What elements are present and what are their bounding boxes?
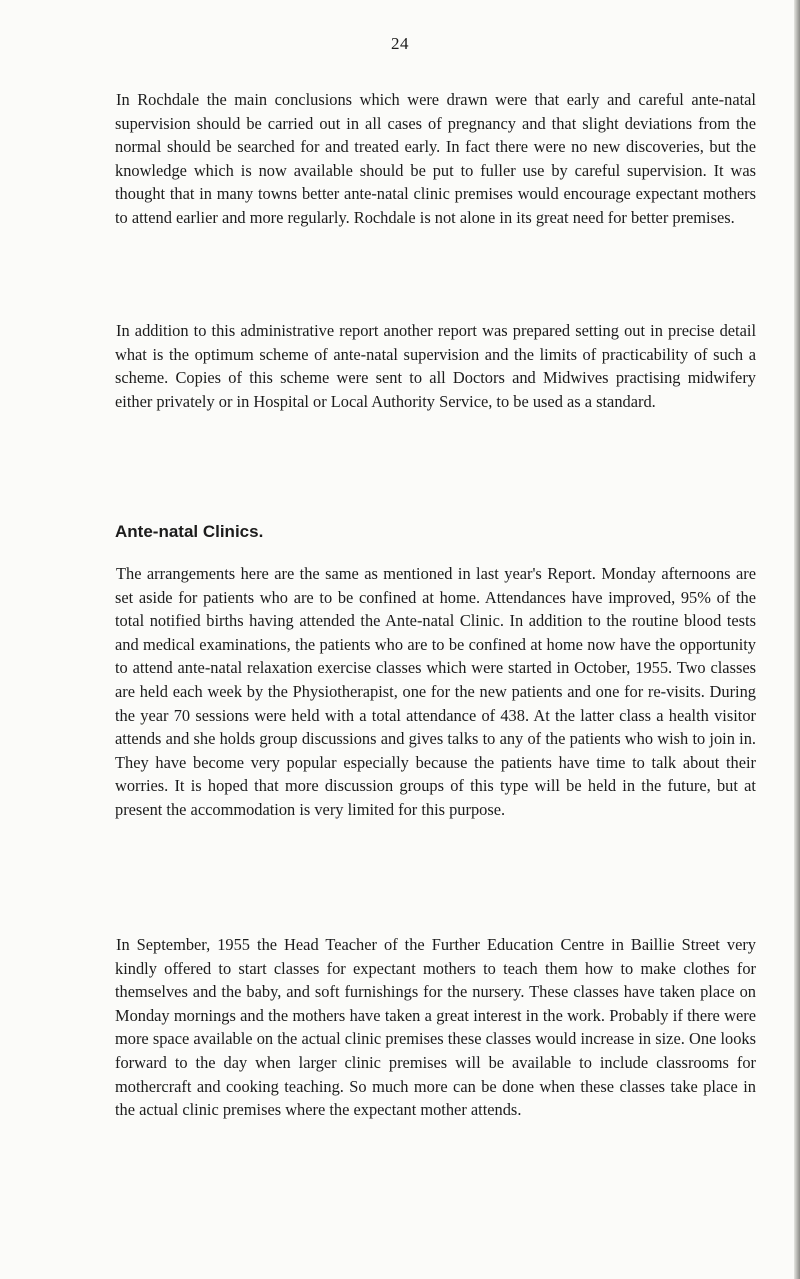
paragraph-arrangements: The arrangements here are the same as mentioned in last year's Report. Monday afternoons are set aside for patients who are to be confined at home. Attendances have improved, 95% of the total notified births having attended the Ante-natal Clinic. In addition to the routine blood tests and medical examinations, the patients who are to be confined at home now have the opportunity to attend ante-natal relaxation exercise classes which were started in October, 1955. Two classes are held each week by the Physiotherapist, one for the new patients and one for re-visits. During the year 70 sessions were held with a total attendance of 438. At the latter class a health visitor attends and she holds group discussions and gives talks to any of the patients who wish to join in. They have become very popular especially because the patients have time to talk about their worries. It is hoped that more discussion groups of this type will be held in the future, but at present the accommodation is very limited for this purpose.: [115, 564, 756, 819]
page-binding-edge: [794, 0, 800, 1279]
paragraph-scheme-report: In addition to this administrative report another report was prepared setting out in precise detail what is the optimum scheme of ante-natal supervision and the limits of practicability of such a scheme. Copies of this scheme were sent to all Doctors and Midwives practising midwifery either privately or in Hospital or Local Authority Service, to be used as a standard.: [115, 321, 756, 411]
paragraph-further-education: In September, 1955 the Head Teacher of the Further Education Centre in Baillie Street very kindly offered to start classes for expectant mothers to teach them how to make clothes for themselves and the baby, and soft furnishings for the nursery. These classes have taken place on Monday mornings and the mothers have taken a great interest in the work. Probably if there were more space available on the actual clinic premises these classes would increase in size. One looks forward to the day when larger clinic premises will be available to include classrooms for mothercraft and cooking teaching. So much more can be done when these classes take place in the actual clinic premises where the expectant mother attends.: [115, 935, 756, 1120]
paragraph-conclusions: In Rochdale the main conclusions which were drawn were that early and careful ante-natal supervision should be carried out in all cases of pregnancy and that slight deviations from the normal should be searched for and treated early. In fact there were no new discoveries, but the knowledge which is now available should be put to fuller use by careful supervision. It was thought that in many towns better ante-natal clinic premises would encourage expectant mothers to attend earlier and more regularly. Rochdale is not alone in its great need for better premises.: [115, 90, 756, 227]
page-number: 24: [391, 34, 409, 53]
section-heading-ante-natal-clinics: Ante-natal Clinics.: [115, 522, 264, 541]
